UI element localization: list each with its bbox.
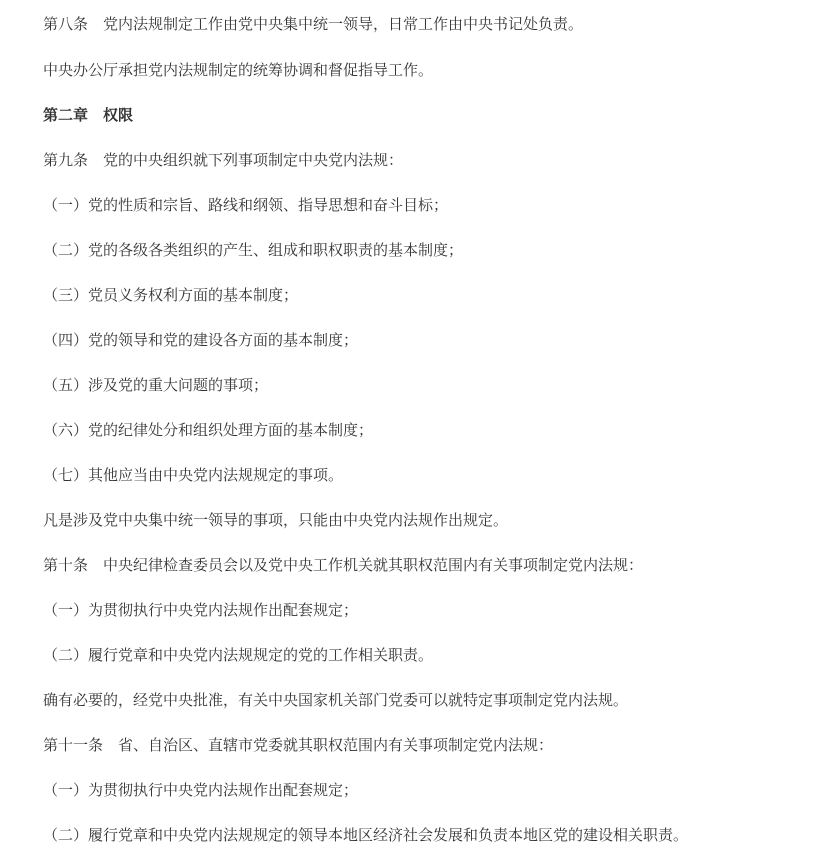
list-item: （一）为贯彻执行中央党内法规作出配套规定； xyxy=(43,781,359,799)
article-9: 第九条 党的中央组织就下列事项制定中央党内法规： xyxy=(43,151,404,169)
paragraph: 凡是涉及党中央集中统一领导的事项，只能由中央党内法规作出规定。 xyxy=(43,511,509,529)
paragraph: 确有必要的，经党中央批准，有关中央国家机关部门党委可以就特定事项制定党内法规。 xyxy=(43,691,629,709)
list-item: （二）履行党章和中央党内法规规定的领导本地区经济社会发展和负责本地区党的建设相关职责。 xyxy=(43,826,689,844)
article-11: 第十一条 省、自治区、直辖市党委就其职权范围内有关事项制定党内法规： xyxy=(43,736,554,754)
list-item: （三）党员义务权利方面的基本制度； xyxy=(43,286,299,304)
list-item: （二）履行党章和中央党内法规规定的党的工作相关职责。 xyxy=(43,646,434,664)
list-item: （二）党的各级各类组织的产生、组成和职权职责的基本制度； xyxy=(43,241,464,259)
list-item: （一）党的性质和宗旨、路线和纲领、指导思想和奋斗目标； xyxy=(43,196,449,214)
paragraph: 中央办公厅承担党内法规制定的统筹协调和督促指导工作。 xyxy=(43,61,434,79)
list-item: （六）党的纪律处分和组织处理方面的基本制度； xyxy=(43,421,374,439)
list-item: （四）党的领导和党的建设各方面的基本制度； xyxy=(43,331,359,349)
list-item: （七）其他应当由中央党内法规规定的事项。 xyxy=(43,466,344,484)
list-item: （一）为贯彻执行中央党内法规作出配套规定； xyxy=(43,601,359,619)
article-8: 第八条 党内法规制定工作由党中央集中统一领导，日常工作由中央书记处负责。 xyxy=(43,15,584,33)
chapter-heading: 第二章 权限 xyxy=(43,106,134,124)
list-item: （五）涉及党的重大问题的事项； xyxy=(43,376,269,394)
article-10: 第十条 中央纪律检查委员会以及党中央工作机关就其职权范围内有关事项制定党内法规： xyxy=(43,556,644,574)
